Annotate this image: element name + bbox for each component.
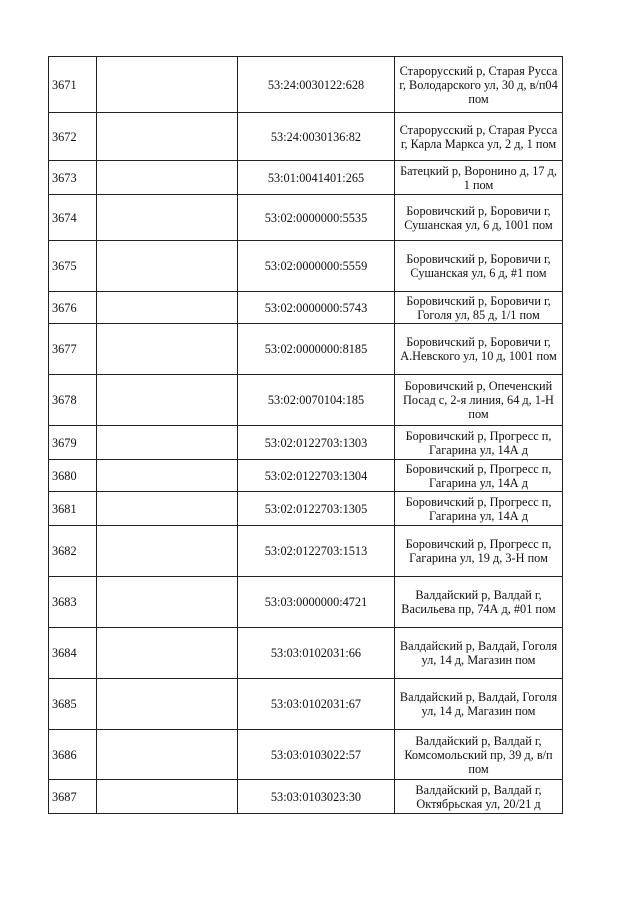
empty-cell	[97, 195, 238, 241]
empty-cell	[97, 57, 238, 113]
row-number: 3677	[49, 324, 97, 375]
row-number: 3676	[49, 292, 97, 324]
cadastral-number: 53:02:0000000:8185	[238, 324, 395, 375]
table-row	[49, 324, 563, 375]
empty-cell	[97, 113, 238, 161]
row-number: 3671	[49, 57, 97, 113]
table-row	[49, 780, 563, 814]
table-row	[49, 679, 563, 730]
address-cell: Боровичский р, Боровичи г, Сушанская ул, 6 д, 1001 пом	[395, 195, 563, 241]
address-cell: Валдайский р, Валдай г, Октябрьская ул, 20/21 д	[395, 780, 563, 814]
row-number: 3678	[49, 375, 97, 426]
empty-cell	[97, 492, 238, 526]
table-row	[49, 730, 563, 780]
table-row	[49, 113, 563, 161]
empty-cell	[97, 426, 238, 460]
cadastral-number: 53:24:0030122:628	[238, 57, 395, 113]
row-number: 3684	[49, 628, 97, 679]
empty-cell	[97, 679, 238, 730]
table-row	[49, 292, 563, 324]
row-number: 3672	[49, 113, 97, 161]
empty-cell	[97, 577, 238, 628]
address-cell: Боровичский р, Боровичи г, Сушанская ул, 6 д, #1 пом	[395, 241, 563, 292]
empty-cell	[97, 730, 238, 780]
empty-cell	[97, 780, 238, 814]
address-cell: Боровичский р, Прогресс п, Гагарина ул, 14А д	[395, 492, 563, 526]
table-row	[49, 526, 563, 577]
address-cell: Батецкий р, Воронино д, 17 д, 1 пом	[395, 161, 563, 195]
row-number: 3680	[49, 460, 97, 492]
address-cell: Боровичский р, Опеченский Посад с, 2-я линия, 64 д, 1-Н пом	[395, 375, 563, 426]
address-cell: Старорусский р, Старая Русса г, Карла Маркса ул, 2 д, 1 пом	[395, 113, 563, 161]
address-cell: Боровичский р, Боровичи г, Гоголя ул, 85 д, 1/1 пом	[395, 292, 563, 324]
cadastral-number: 53:02:0070104:185	[238, 375, 395, 426]
row-number: 3679	[49, 426, 97, 460]
empty-cell	[97, 460, 238, 492]
table-row	[49, 57, 563, 113]
empty-cell	[97, 375, 238, 426]
address-cell: Валдайский р, Валдай г, Васильева пр, 74А д, #01 пом	[395, 577, 563, 628]
cadastral-number: 53:02:0122703:1304	[238, 460, 395, 492]
row-number: 3681	[49, 492, 97, 526]
row-number: 3685	[49, 679, 97, 730]
empty-cell	[97, 324, 238, 375]
cadastral-number: 53:02:0000000:5743	[238, 292, 395, 324]
table-row	[49, 195, 563, 241]
table-row	[49, 460, 563, 492]
cadastral-number: 53:24:0030136:82	[238, 113, 395, 161]
empty-cell	[97, 526, 238, 577]
empty-cell	[97, 292, 238, 324]
cadastral-number: 53:02:0000000:5559	[238, 241, 395, 292]
cadastral-number: 53:02:0122703:1303	[238, 426, 395, 460]
cadastral-number: 53:01:0041401:265	[238, 161, 395, 195]
table-row	[49, 241, 563, 292]
table-row	[49, 492, 563, 526]
address-cell: Боровичский р, Прогресс п, Гагарина ул, 14А д	[395, 426, 563, 460]
address-cell: Валдайский р, Валдай, Гоголя ул, 14 д, Магазин пом	[395, 679, 563, 730]
row-number: 3674	[49, 195, 97, 241]
address-cell: Боровичский р, Боровичи г, А.Невского ул, 10 д, 1001 пом	[395, 324, 563, 375]
address-cell: Боровичский р, Прогресс п, Гагарина ул, 19 д, 3-Н пом	[395, 526, 563, 577]
address-cell: Валдайский р, Валдай, Гоголя ул, 14 д, Магазин пом	[395, 628, 563, 679]
table-row	[49, 161, 563, 195]
cadastral-number: 53:03:0103022:57	[238, 730, 395, 780]
row-number: 3673	[49, 161, 97, 195]
cadastral-number: 53:02:0122703:1305	[238, 492, 395, 526]
cadastral-number: 53:03:0103023:30	[238, 780, 395, 814]
address-cell: Валдайский р, Валдай г, Комсомольский пр, 39 д, в/п пом	[395, 730, 563, 780]
cadastral-number: 53:03:0102031:66	[238, 628, 395, 679]
row-number: 3682	[49, 526, 97, 577]
address-cell: Боровичский р, Прогресс п, Гагарина ул, 14А д	[395, 460, 563, 492]
empty-cell	[97, 241, 238, 292]
cadastral-number: 53:03:0000000:4721	[238, 577, 395, 628]
table-row	[49, 375, 563, 426]
row-number: 3686	[49, 730, 97, 780]
row-number: 3683	[49, 577, 97, 628]
empty-cell	[97, 161, 238, 195]
cadastral-number: 53:02:0000000:5535	[238, 195, 395, 241]
row-number: 3687	[49, 780, 97, 814]
table-row	[49, 426, 563, 460]
row-number: 3675	[49, 241, 97, 292]
table-row	[49, 577, 563, 628]
cadastral-number: 53:02:0122703:1513	[238, 526, 395, 577]
table-row	[49, 628, 563, 679]
address-cell: Старорусский р, Старая Русса г, Володарского ул, 30 д, в/п04 пом	[395, 57, 563, 113]
empty-cell	[97, 628, 238, 679]
cadastral-number: 53:03:0102031:67	[238, 679, 395, 730]
property-table	[48, 56, 563, 814]
